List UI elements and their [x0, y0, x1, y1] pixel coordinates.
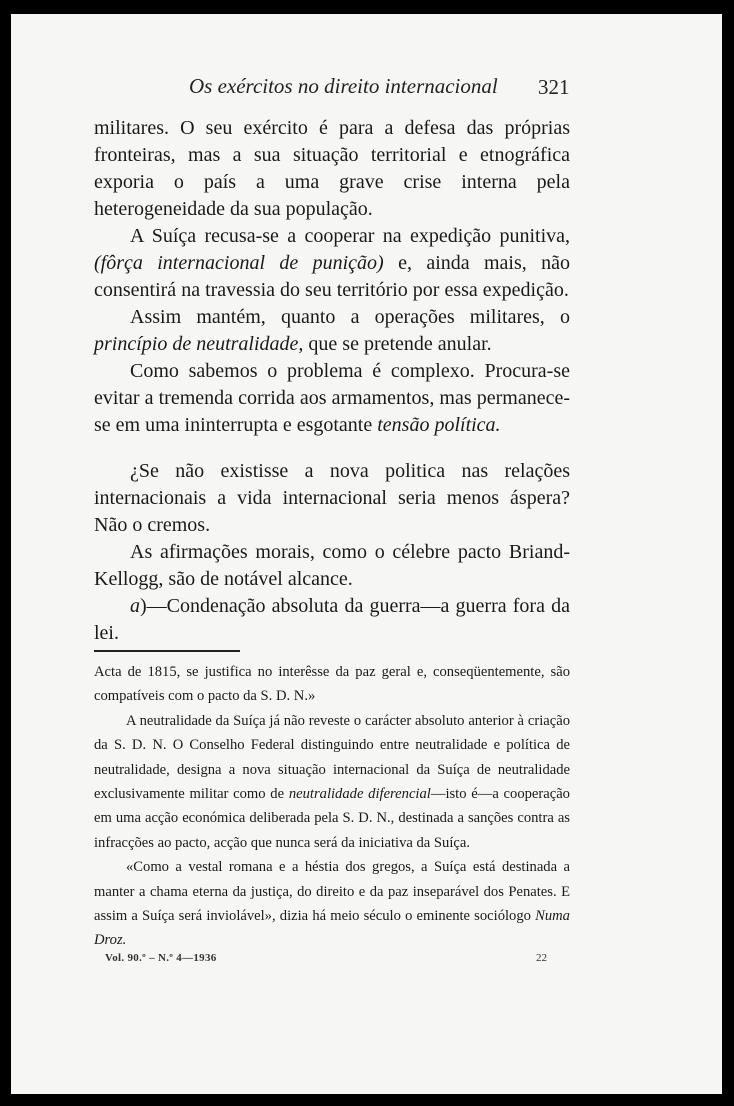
footnote-3-italic: Numa Droz.: [94, 908, 570, 949]
page-number: 321: [538, 75, 570, 99]
page-header: [11, 72, 722, 102]
paragraph-7-label: a: [130, 595, 140, 617]
book-page: [11, 14, 722, 1094]
paragraph-6: As afirmações morais, como o célebre pacto Briand-Kellogg, são de notável alcance.: [94, 541, 570, 590]
paragraph-7: [94, 593, 570, 647]
signature-mark: 22: [536, 952, 547, 964]
page-footer: [11, 952, 722, 972]
footnote-2-start: A neutralidade da Suíça já não reveste o carácter absoluto anterior à criação da S. D. N. O Conselho Federal distinguindo entre neutralidade e política de neutralidade, designa a nova situação internacional da Suíça de neutralidade exclusivamente militar como de: [94, 712, 570, 803]
footnote-3-start: «Como a vestal romana e a héstia dos gregos, a Suíça está destinada a manter a chama eterna da justiça, do direito e da paz inseparável dos Penates. E assim a Suíça será inviolável», dizia há meio século o eminente sociólogo: [94, 859, 570, 925]
main-text: [94, 115, 570, 647]
paragraph-1: militares. O seu exército é para a defesa das próprias fronteiras, mas a sua situação territorial e etnográfica exporia o país a uma grave crise interna pela heterogeneidade da sua população.: [94, 117, 570, 220]
paragraph-4-start: Como sabemos o problema é complexo. Procura-se evitar a tremenda corrida aos armamentos, mas permanece-se em uma ininterrupta e esgotante: [94, 360, 570, 436]
footnote-2-end: —isto é—a cooperação em uma acção económica deliberada pela S. D. N., destinada a sanções contra as infracções ao pacto, acção que nunca será da iniciativa da Suíça.: [94, 786, 570, 851]
paragraph-3-start: Assim mantém, quanto a operações militares, o: [130, 306, 570, 328]
paragraph-4: [94, 358, 570, 439]
paragraph-4-italic: tensão política.: [377, 414, 501, 436]
footnote-1: Acta de 1815, se justifica no interêsse da paz geral e, conseqüentemente, são compatíveis com o pacto da S. D. N.»: [94, 664, 570, 705]
footnote-3: [94, 855, 570, 953]
paragraph-3-italic: princípio de neutralidade,: [94, 333, 304, 355]
paragraph-3: [94, 304, 570, 358]
footnote-2-italic: neutralidade diferencial: [288, 786, 431, 803]
paragraph-7-text: )—Condenação absoluta da guerra—a guerra fora da lei.: [94, 595, 570, 644]
paragraph-2-start: A Suíça recusa-se a cooperar na expedição punitiva,: [130, 225, 570, 247]
paragraph-5: ¿Se não existisse a nova politica nas relações internacionais a vida internacional seria menos áspera? Não o cremos.: [94, 460, 570, 536]
footnote-rule: [94, 650, 240, 652]
footnote-2: [94, 709, 570, 855]
volume-line: Vol. 90.º – N.º 4—1936: [105, 952, 217, 964]
running-title: Os exércitos no direito internacional: [189, 74, 498, 98]
paragraph-3-end: que se pretende anular.: [308, 333, 492, 355]
paragraph-2: [94, 223, 570, 304]
footnotes: [94, 660, 570, 953]
paragraph-2-italic: (fôrça internacional de punição): [94, 252, 384, 274]
paragraph-2-end: e, ainda mais, não consentirá na travessia do seu território por essa expedição.: [94, 252, 571, 301]
